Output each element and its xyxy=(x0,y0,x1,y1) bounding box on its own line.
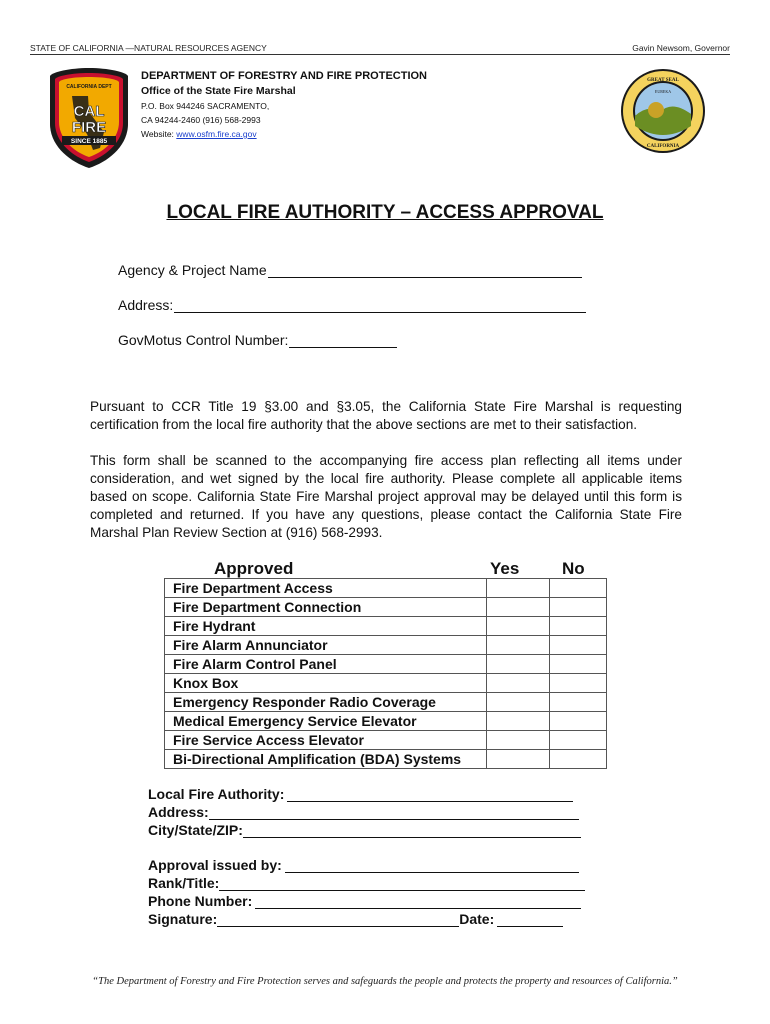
phone-number-input[interactable] xyxy=(255,895,581,909)
table-row xyxy=(165,655,607,674)
agency-project-field xyxy=(118,262,582,278)
authority-address-label: Address: xyxy=(148,804,209,820)
table-row xyxy=(165,598,607,617)
authority-address-field xyxy=(148,804,579,820)
no-checkbox-cell[interactable] xyxy=(550,750,607,769)
no-checkbox-cell[interactable] xyxy=(550,598,607,617)
no-checkbox-cell[interactable] xyxy=(550,712,607,731)
letterhead-bar xyxy=(30,41,730,55)
phone-number-label: Phone Number: xyxy=(148,893,253,909)
approval-item-label: Knox Box xyxy=(165,674,487,693)
control-number-label: GovMotus Control Number: xyxy=(118,332,289,348)
rank-title-label: Rank/Title: xyxy=(148,875,220,891)
no-heading: No xyxy=(562,559,585,578)
no-checkbox-cell[interactable] xyxy=(550,579,607,598)
logo-fire-text: FIRE xyxy=(71,119,107,136)
authority-address-input[interactable] xyxy=(209,806,579,820)
approval-issued-by-field xyxy=(148,857,579,873)
no-checkbox-cell[interactable] xyxy=(550,674,607,693)
yes-checkbox-cell[interactable] xyxy=(487,579,550,598)
table-row xyxy=(165,750,607,769)
table-row xyxy=(165,674,607,693)
signature-label: Signature: xyxy=(148,911,218,927)
address-field xyxy=(118,297,586,313)
approval-item-label: Fire Hydrant xyxy=(165,617,487,636)
table-row xyxy=(165,693,607,712)
svg-text:GREAT SEAL: GREAT SEAL xyxy=(647,78,679,83)
svg-text:CALIFORNIA: CALIFORNIA xyxy=(646,144,680,149)
po-box: P.O. Box 944246 SACRAMENTO, xyxy=(141,101,270,111)
control-number-input[interactable] xyxy=(289,334,397,348)
signature-field xyxy=(148,911,563,927)
control-number-field xyxy=(118,332,397,348)
rank-title-field xyxy=(148,875,585,891)
cal-fire-logo xyxy=(48,66,130,170)
footer-mission-statement: “The Department of Forestry and Fire Protection serves and safeguards the people and protects the property and resources of California.” xyxy=(92,976,678,987)
yes-heading: Yes xyxy=(490,559,520,578)
yes-checkbox-cell[interactable] xyxy=(487,750,550,769)
approval-issued-by-label: Approval issued by: xyxy=(148,857,282,873)
form-title: LOCAL FIRE AUTHORITY – ACCESS APPROVAL xyxy=(166,202,604,223)
approval-item-label: Fire Alarm Control Panel xyxy=(165,655,487,674)
approval-item-label: Emergency Responder Radio Coverage xyxy=(165,693,487,712)
yes-checkbox-cell[interactable] xyxy=(487,693,550,712)
state-seal xyxy=(620,68,706,154)
no-checkbox-cell[interactable] xyxy=(550,636,607,655)
signature-input[interactable] xyxy=(217,913,459,927)
approved-heading: Approved xyxy=(214,559,294,578)
table-row xyxy=(165,636,607,655)
local-fire-authority-field xyxy=(148,786,573,802)
approval-item-label: Fire Department Access xyxy=(165,579,487,598)
department-name: DEPARTMENT OF FORESTRY AND FIRE PROTECTION xyxy=(141,70,428,82)
approval-item-label: Medical Emergency Service Elevator xyxy=(165,712,487,731)
agency-block xyxy=(141,70,427,139)
date-input[interactable] xyxy=(497,913,563,927)
website-label: Website: xyxy=(141,129,174,139)
local-fire-authority-label: Local Fire Authority: xyxy=(148,786,285,802)
website-row xyxy=(141,129,427,139)
no-checkbox-cell[interactable] xyxy=(550,731,607,750)
agency-project-label: Agency & Project Name xyxy=(118,262,267,278)
yes-checkbox-cell[interactable] xyxy=(487,598,550,617)
table-row xyxy=(165,712,607,731)
rank-title-input[interactable] xyxy=(219,877,585,891)
table-row xyxy=(165,731,607,750)
yes-checkbox-cell[interactable] xyxy=(487,731,550,750)
city-state-zip-input[interactable] xyxy=(243,824,581,838)
instructions-paragraph: This form shall be scanned to the accompanying fire access plan reflecting all items under consideration, and wet signed by the local fire authority. Please complete all applicable items based on scope. California State Fire Marshal project approval may be delayed until this form is completed and returned. If you have any questions, please contact the California State Fire Marshal Plan Review Section at (916) 568-2993. xyxy=(90,453,682,540)
approval-item-label: Fire Alarm Annunciator xyxy=(165,636,487,655)
approval-item-label: Fire Department Connection xyxy=(165,598,487,617)
website-link[interactable]: www.osfm.fire.ca.gov xyxy=(176,129,257,139)
approvals-table xyxy=(164,578,607,769)
table-row xyxy=(165,617,607,636)
address-label: Address: xyxy=(118,297,174,313)
yes-checkbox-cell[interactable] xyxy=(487,655,550,674)
address-input[interactable] xyxy=(174,299,586,313)
no-checkbox-cell[interactable] xyxy=(550,693,607,712)
yes-checkbox-cell[interactable] xyxy=(487,636,550,655)
phone-number-field xyxy=(148,893,581,909)
state-agency-label: STATE OF CALIFORNIA —NATURAL RESOURCES AGENCY xyxy=(30,43,267,53)
approval-item-label: Bi-Directional Amplification (BDA) Systems xyxy=(165,750,487,769)
city-state-zip-label: City/State/ZIP: xyxy=(148,822,243,838)
svg-text:CALIFORNIA DEPT: CALIFORNIA DEPT xyxy=(66,84,112,90)
agency-project-input[interactable] xyxy=(268,264,582,278)
table-row xyxy=(165,579,607,598)
logo-since-text: SINCE 1885 xyxy=(70,138,108,145)
approval-issued-by-input[interactable] xyxy=(285,859,579,873)
city-state-zip-field xyxy=(148,822,581,838)
approval-item-label: Fire Service Access Elevator xyxy=(165,731,487,750)
yes-checkbox-cell[interactable] xyxy=(487,617,550,636)
governor-label: Gavin Newsom, Governor xyxy=(632,43,730,53)
city-phone: CA 94244-2460 (916) 568-2993 xyxy=(141,115,261,125)
no-checkbox-cell[interactable] xyxy=(550,655,607,674)
logo-cal-text: CAL xyxy=(73,103,105,120)
office-name: Office of the State Fire Marshal xyxy=(141,85,296,97)
no-checkbox-cell[interactable] xyxy=(550,617,607,636)
yes-checkbox-cell[interactable] xyxy=(487,712,550,731)
date-label: Date: xyxy=(459,911,495,927)
seal-motto: EUREKA xyxy=(654,89,672,94)
local-fire-authority-input[interactable] xyxy=(287,788,573,802)
pursuant-paragraph: Pursuant to CCR Title 19 §3.00 and §3.05, the California State Fire Marshal is requesting certification from the local fire authority that the above sections are met to their satisfaction. xyxy=(90,399,682,432)
yes-checkbox-cell[interactable] xyxy=(487,674,550,693)
